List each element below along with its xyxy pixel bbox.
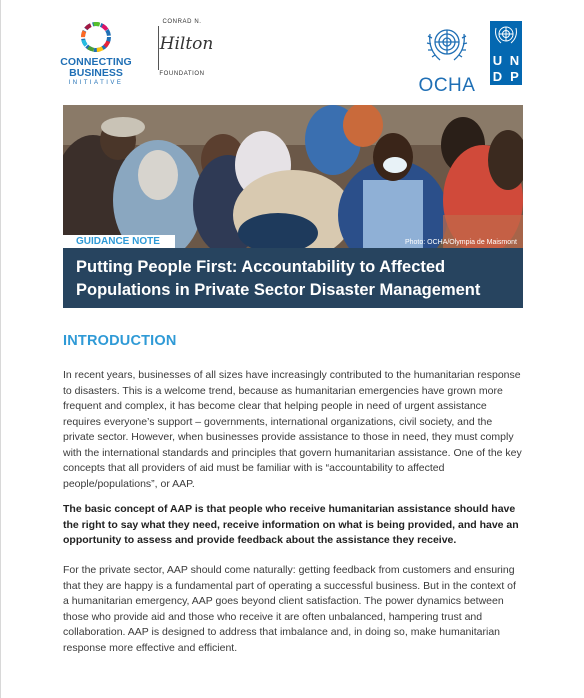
- un-emblem-icon: [422, 22, 472, 66]
- cbi-circle-icon: [79, 20, 113, 54]
- undp-letter-n: N: [509, 53, 520, 68]
- guidance-note-tag: [63, 235, 175, 248]
- hilton-bottom-text: FOUNDATION: [159, 71, 205, 77]
- ocha-logo: [416, 22, 478, 97]
- page-edge: [0, 0, 1, 698]
- intro-paragraph-2-bold: The basic concept of AAP is that people who receive humanitarian assistance should have the right to say what they need, receive information on what is being provided, and have an opportunity to assess and provide feedback about the assistance they receive.: [63, 503, 519, 546]
- cbi-line1: CONNECTING: [60, 56, 132, 68]
- intro-paragraph-3: For the private sector, AAP should come naturally: getting feedback from customers and ensuring that they are happy is a fundamental part of operating a successful business. But in the context of a humanitarian emergency, AAP goes beyond client satisfaction. The power dynamics between those who provide aid and those who receive it are often unbalanced, hampering trust and collaboration. AAP is designed to address that imbalance and, in doing so, make humanitarian response more effective and efficient.: [63, 564, 516, 654]
- cbi-line2: BUSINESS: [69, 67, 123, 79]
- hero-photo: [63, 105, 523, 248]
- hilton-script-text: Hilton: [158, 26, 214, 70]
- undp-letter-d: D: [492, 69, 503, 84]
- connecting-business-initiative-logo: [60, 20, 132, 87]
- intro-paragraph-1: In recent years, businesses of all sizes have increasingly contributed to the humanitarian response to disasters. This is a welcome trend, because as humanitarian emergencies have grown more frequent and complex, it has become clear that helping people in need of urgent assistance requires everyone’s support – governments, international organizations, civil society, and the private sector. However, when businesses provide assistance to those in need, they must comply with the international standards and principles that govern humanitarian assistance. One of the key concepts that all providers of aid must be familiar with is “accountability to affected people/populations”, or AAP.: [63, 369, 522, 490]
- hilton-top-text: CONRAD N.: [162, 19, 202, 25]
- section-heading: INTRODUCTION: [63, 333, 177, 349]
- title-banner: [63, 248, 523, 308]
- undp-logo: [490, 21, 522, 85]
- undp-letter-p: P: [510, 69, 519, 84]
- document-title: Putting People First: Accountability to Affected Populations in Private Sector Disaster Management: [76, 258, 481, 299]
- guidance-note-label: GUIDANCE NOTE: [76, 236, 160, 247]
- hilton-foundation-logo: [150, 18, 214, 78]
- photo-caption: Photo: OCHA/Olympia de Maismont: [404, 239, 517, 246]
- cbi-line3: INITIATIVE: [68, 80, 124, 86]
- ocha-text: OCHA: [418, 75, 476, 96]
- undp-letter-u: U: [492, 53, 503, 68]
- undp-emblem-icon: [490, 23, 522, 45]
- hero-photo-illustration: [63, 105, 523, 248]
